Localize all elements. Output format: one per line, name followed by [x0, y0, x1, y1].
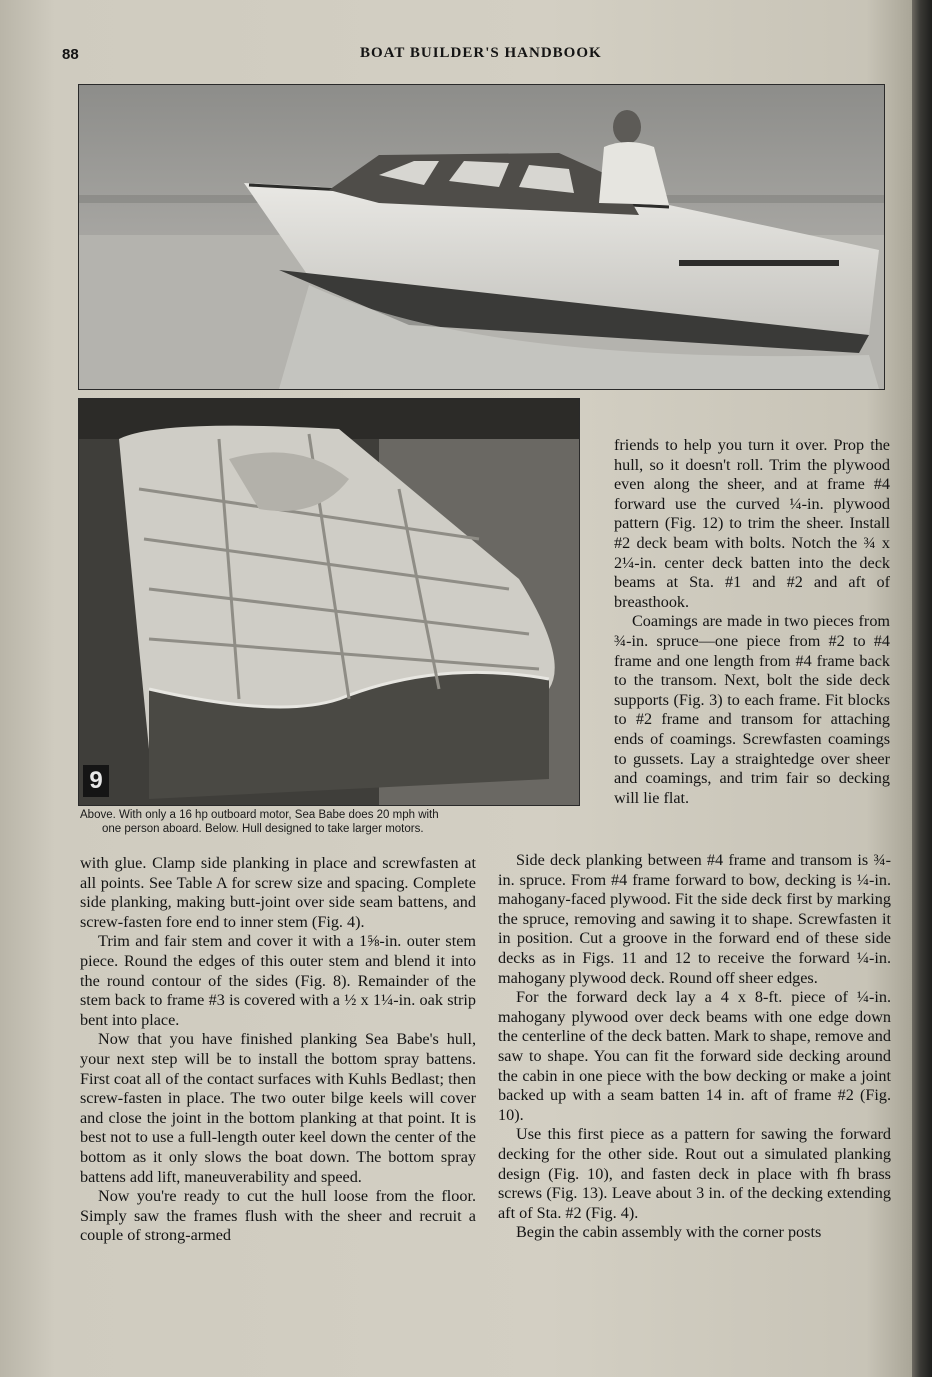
caption-line-1: Above. With only a 16 hp outboard motor, Sea Babe does 20 mph with — [80, 809, 439, 821]
running-head: BOAT BUILDER'S HANDBOOK — [360, 45, 602, 61]
paragraph: friends to help you turn it over. Prop the hull, so it doesn't roll. Trim the plywood even along the sheer, and at frame #4 forward use the curved ¼-in. plywood pattern (Fig. 12) to trim the sheer. Install #2 deck beam with bolts. Notch the ¾ x 2¼-in. center deck batten into the deck beams at Sta. #1 and #2 and aft of breasthook. — [614, 436, 890, 611]
right-column-top — [614, 436, 890, 808]
photo-hull-construction — [78, 398, 580, 806]
photo-boat-on-water — [78, 84, 885, 390]
paragraph: Begin the cabin assembly with the corner posts — [516, 1223, 822, 1242]
figure-number-badge: 9 — [83, 765, 109, 797]
boat-photo-illustration — [79, 85, 884, 389]
paragraph: Now you're ready to cut the hull loose from the floor. Simply saw the frames flush with the sheer and recruit a couple of strong-armed — [80, 1187, 476, 1245]
figure-caption — [80, 808, 600, 836]
right-column-bottom — [498, 851, 891, 1243]
paragraph: with glue. Clamp side planking in place and screwfasten at all points. See Table A for screw size and spacing. Complete side planking, making butt-joint over side seam battens, and screw-fasten fore end to inner stem (Fig. 4). — [80, 854, 476, 931]
paragraph: For the forward deck lay a 4 x 8-ft. piece of ¼-in. mahogany plywood over deck beams with one edge down the centerline of the deck batten. Mark to shape, remove and saw to shape. You can fit the forward side decking around the cabin in one piece with the bow decking or make a joint backed up with a seam batten 14 in. aft of frame #2 (Fig. 10). — [498, 988, 891, 1124]
page-number: 88 — [62, 46, 79, 63]
caption-line-2: one person aboard. Below. Hull designed to take larger motors. — [102, 823, 424, 835]
left-column — [80, 854, 476, 1246]
paragraph: Coamings are made in two pieces from ¾-in. spruce—one piece from #2 to #4 frame and one length from #4 frame back to the transom. Next, bolt the side deck supports (Fig. 3) to each frame. Fit blocks to #2 frame and transom for attaching ends of coamings. Screwfasten coamings to gussets. Lay a straightedge over sheer and coamings, and trim fair so decking will lie flat. — [614, 612, 890, 807]
hull-photo-illustration — [79, 399, 579, 805]
paragraph: Trim and fair stem and cover it with a 1⅝-in. outer stem piece. Round the edges of this outer stem and blend it into the round contour of the sides (Fig. 8). Remainder of the stem back to frame #3 is covered with a ½ x 1¼-in. oak strip bent into place. — [80, 932, 476, 1029]
paragraph: Use this first piece as a pattern for sawing the forward decking for the other side. Rout out a simulated planking design (Fig. 10), and fasten deck in place with fh brass screws (Fig. 13). Leave about 3 in. of the decking extending aft of Sta. #2 (Fig. 4). — [498, 1125, 891, 1222]
paragraph: Side deck planking between #4 frame and transom is ¾-in. spruce. From #4 frame forward to bow, decking is ¼-in. mahogany-faced plywood. Fit the side deck first by marking the spruce, removing and sawing it to shape. Screwfasten it in position. Cut a groove in the forward end of these side decks as in Figs. 11 and 12 to receive the forward ¼-in. mahogany plywood deck. Round off sheer edges. — [498, 851, 891, 987]
paragraph: Now that you have finished planking Sea Babe's hull, your next step will be to install the bottom spray battens. First coat all of the contact surfaces with Kuhls Bedlast; then screw-fasten in place. The two outer bilge keels will cover and close the joint in the bottom planking at that point. It is best not to use a full-length outer keel down the center of the bottom as it only slows the boat down. The bottom spray battens add lift, maneuverability and speed. — [80, 1030, 476, 1186]
book-spine-shadow — [912, 0, 932, 1377]
